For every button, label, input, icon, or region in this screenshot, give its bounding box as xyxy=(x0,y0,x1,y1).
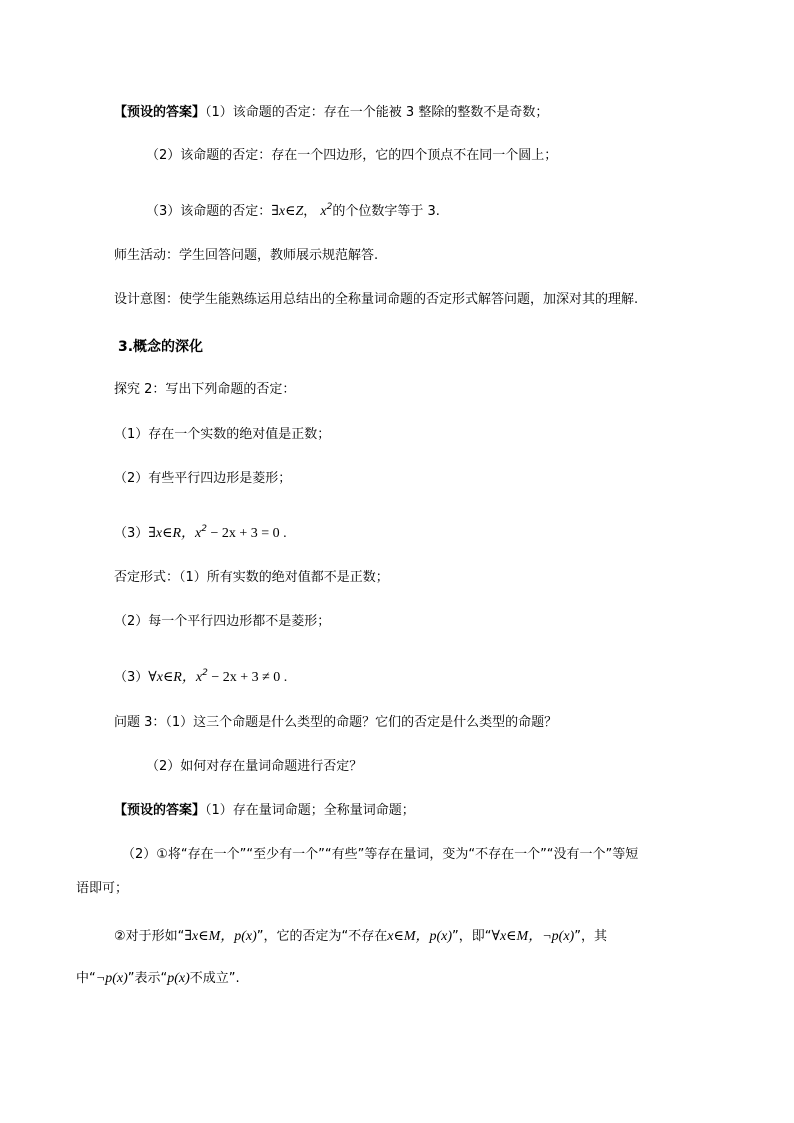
answer-3-prefix: （3）该命题的否定： xyxy=(146,204,272,219)
answer-1-text: （1）该命题的否定：存在一个能被 3 整除的整数不是奇数； xyxy=(205,105,549,120)
prop-3-prefix: （3） xyxy=(114,526,149,541)
answer-b-3-cont-a: 中“ xyxy=(76,971,96,986)
answer-b-3-a: ②对于形如“ xyxy=(114,929,185,944)
answer-bracket: 【预设的答案】 xyxy=(114,105,206,120)
answer-b-3-cont-c: 不成立”. xyxy=(189,971,240,986)
answer-b-3-cont-m1: ¬p(x) xyxy=(95,971,128,986)
question-3-2: （2）如何对存在量词命题进行否定？ xyxy=(146,759,363,774)
answer-b-3-cont-b: ”表示“ xyxy=(127,971,168,986)
teacher-activity: 师生活动：学生回答问题，教师展示规范解答. xyxy=(114,248,379,263)
answer-bracket-2: 【预设的答案】 xyxy=(114,803,206,818)
prop-3-suffix: − 2x + 3 = 0 . xyxy=(206,526,287,541)
answer-3-exp: 2 xyxy=(326,202,333,212)
answer-b-3-d: ”，其 xyxy=(574,929,607,944)
negation-3 xyxy=(114,664,287,687)
explore-2: 探究 2：写出下列命题的否定： xyxy=(114,382,296,397)
answer-b-2-cont: 语即可； xyxy=(76,881,129,896)
question-3: 问题 3：（1）这三个命题是什么类型的命题？它们的否定是什么类型的命题？ xyxy=(114,715,558,730)
answer-b-3-cont-m2: p(x) xyxy=(167,971,190,986)
negation-3-quant: ∀x∈R， xyxy=(148,670,196,685)
prop-3-exp: 2 xyxy=(201,524,207,534)
negation-3-prefix: （3） xyxy=(114,670,149,685)
answer-b-line xyxy=(114,802,415,820)
answer-3-var: x xyxy=(320,204,327,219)
negation-2: （2）每一个平行四边形都不是菱形； xyxy=(114,614,331,629)
prop-3-quant: ∃x∈R， xyxy=(148,526,196,541)
negation-form: 否定形式：（1）所有实数的绝对值都不是正数； xyxy=(114,570,389,585)
answer-b-3-m3: ∀x∈M，¬p(x) xyxy=(491,929,575,944)
answer-b-3-cont xyxy=(76,970,240,988)
answer-b-3 xyxy=(114,928,607,946)
answer-3-line xyxy=(146,198,440,221)
answer-b-3-m1: ∃x∈M，p(x) xyxy=(184,929,257,944)
answer-1-line xyxy=(114,104,548,122)
prop-1: （1）存在一个实数的绝对值是正数； xyxy=(114,427,331,442)
answer-b-3-b: ”，它的否定为“不存在 xyxy=(256,929,388,944)
prop-3 xyxy=(114,520,287,543)
negation-3-var: x xyxy=(195,670,203,685)
prop-2: （2）有些平行四边形是菱形； xyxy=(114,471,292,486)
answer-b-text: （1）存在量词命题；全称量词命题； xyxy=(205,803,415,818)
negation-3-exp: 2 xyxy=(202,668,208,678)
answer-b-3-m2: x∈M，p(x) xyxy=(387,929,453,944)
prop-3-var: x xyxy=(195,526,202,541)
design-intent: 设计意图：使学生能熟练运用总结出的全称量词命题的否定形式解答问题，加深对其的理解. xyxy=(114,292,639,307)
answer-2-line: （2）该命题的否定：存在一个四边形，它的四个顶点不在同一个圆上； xyxy=(146,148,558,163)
answer-b-3-c: ”，即“ xyxy=(452,929,492,944)
answer-3-suffix: 的个位数字等于 3. xyxy=(332,204,440,219)
section-heading: 3.概念的深化 xyxy=(118,339,204,355)
answer-b-2: （2）①将“存在一个”“至少有一个”“有些”等存在量词，变为“不存在一个”“没有一个”等短 xyxy=(122,847,639,862)
negation-3-suffix: − 2x + 3 ≠ 0 . xyxy=(207,670,288,685)
answer-3-sep: ， xyxy=(303,204,317,219)
answer-3-math: ∃x∈Z xyxy=(271,204,304,219)
